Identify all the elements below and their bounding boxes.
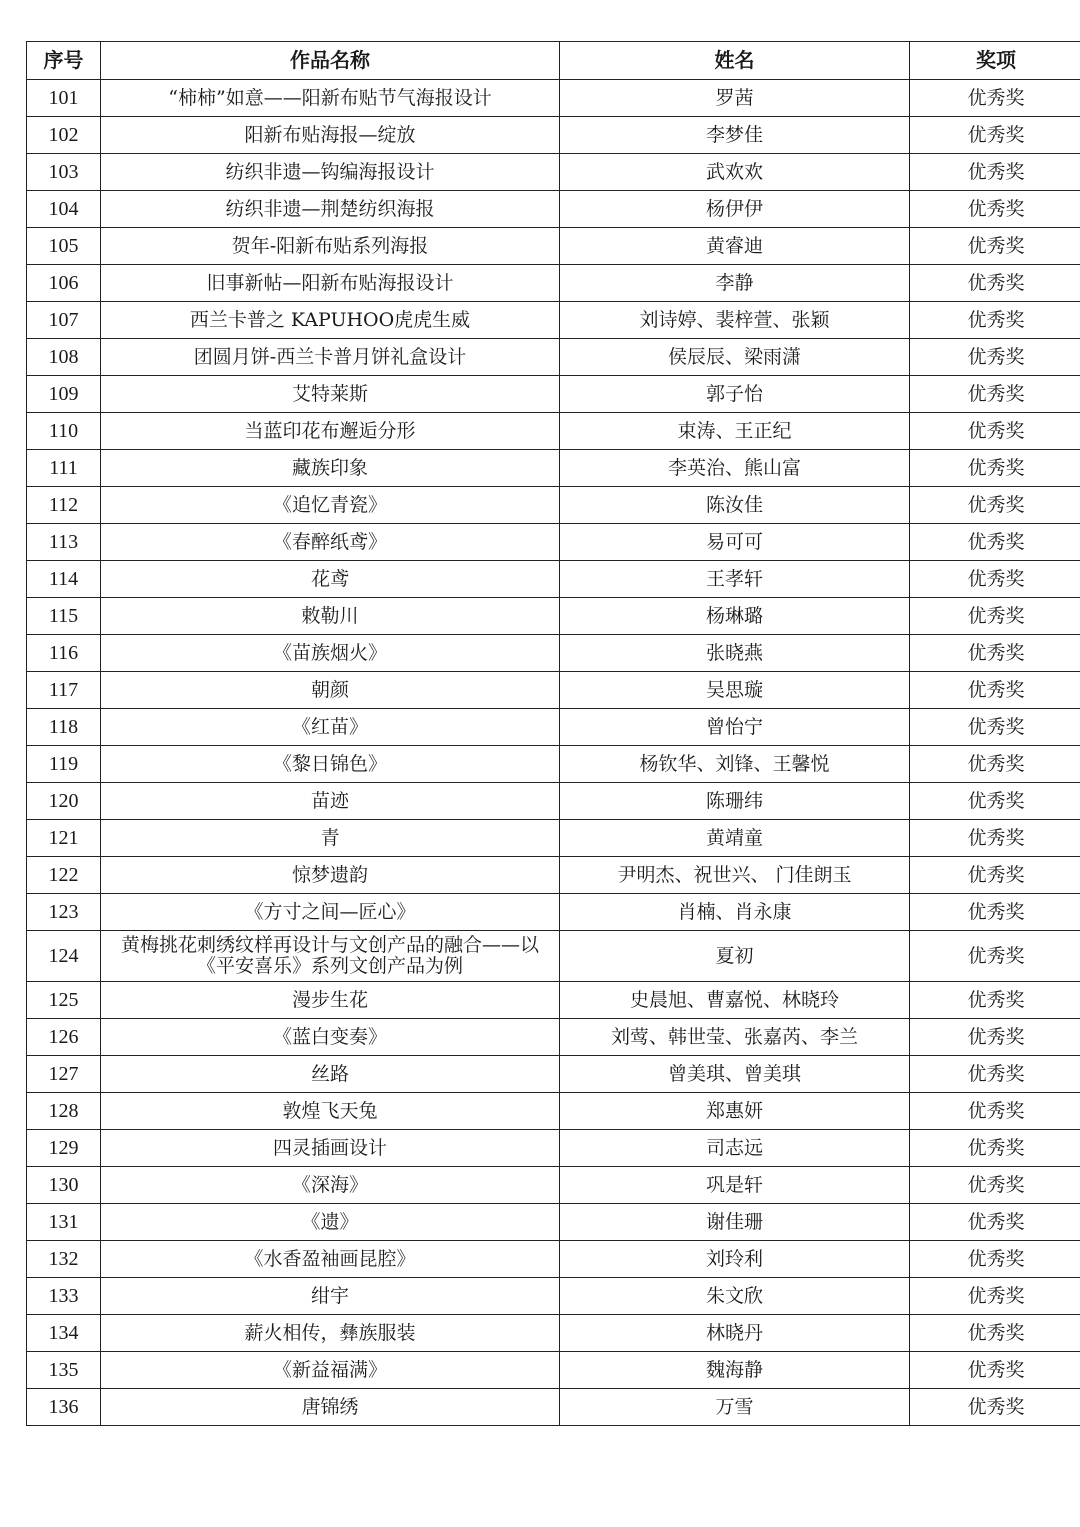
cell-serial-number: 124 <box>27 931 101 982</box>
table-row <box>27 1278 1080 1315</box>
cell-serial-number: 113 <box>27 524 101 561</box>
header-work-title: 作品名称 <box>101 42 560 80</box>
cell-author-name: 李梦佳 <box>560 117 910 154</box>
cell-serial-number: 127 <box>27 1056 101 1093</box>
cell-author-name: 司志远 <box>560 1130 910 1167</box>
cell-author-name: 黄靖童 <box>560 820 910 857</box>
table-row <box>27 1204 1080 1241</box>
table-row <box>27 117 1080 154</box>
cell-serial-number: 132 <box>27 1241 101 1278</box>
table-row <box>27 1167 1080 1204</box>
cell-work-title: 《红苗》 <box>101 709 560 746</box>
cell-serial-number: 118 <box>27 709 101 746</box>
table-row <box>27 857 1080 894</box>
cell-author-name: 杨伊伊 <box>560 191 910 228</box>
cell-author-name: 万雪 <box>560 1389 910 1426</box>
cell-serial-number: 109 <box>27 376 101 413</box>
cell-work-title: 《春醉纸鸢》 <box>101 524 560 561</box>
award-list-table <box>26 41 1080 1426</box>
cell-work-title: 《新益福满》 <box>101 1352 560 1389</box>
cell-author-name: 刘玲利 <box>560 1241 910 1278</box>
cell-serial-number: 123 <box>27 894 101 931</box>
cell-serial-number: 117 <box>27 672 101 709</box>
table-row <box>27 1352 1080 1389</box>
cell-award: 优秀奖 <box>910 154 1080 191</box>
cell-author-name: 郑惠妍 <box>560 1093 910 1130</box>
cell-serial-number: 104 <box>27 191 101 228</box>
table-row <box>27 561 1080 598</box>
table-row <box>27 598 1080 635</box>
cell-author-name: 杨钦华、刘锋、王馨悦 <box>560 746 910 783</box>
cell-serial-number: 128 <box>27 1093 101 1130</box>
cell-serial-number: 103 <box>27 154 101 191</box>
cell-serial-number: 102 <box>27 117 101 154</box>
cell-author-name: 魏海静 <box>560 1352 910 1389</box>
cell-author-name: 刘诗婷、裴梓萱、张颖 <box>560 302 910 339</box>
cell-award: 优秀奖 <box>910 339 1080 376</box>
cell-author-name: 史晨旭、曹嘉悦、林晓玲 <box>560 982 910 1019</box>
cell-serial-number: 101 <box>27 80 101 117</box>
table-row <box>27 894 1080 931</box>
table-row <box>27 1241 1080 1278</box>
cell-award: 优秀奖 <box>910 598 1080 635</box>
cell-work-title: 旧事新帖—阳新布贴海报设计 <box>101 265 560 302</box>
cell-author-name: 郭子怡 <box>560 376 910 413</box>
table-row <box>27 487 1080 524</box>
cell-serial-number: 111 <box>27 450 101 487</box>
cell-serial-number: 108 <box>27 339 101 376</box>
cell-work-title: 苗迹 <box>101 783 560 820</box>
cell-work-title: 团圆月饼-西兰卡普月饼礼盒设计 <box>101 339 560 376</box>
cell-work-title: 阳新布贴海报—绽放 <box>101 117 560 154</box>
cell-author-name: 罗茜 <box>560 80 910 117</box>
cell-award: 优秀奖 <box>910 413 1080 450</box>
cell-work-title: 纺织非遗—钩编海报设计 <box>101 154 560 191</box>
cell-serial-number: 120 <box>27 783 101 820</box>
table-row <box>27 1130 1080 1167</box>
cell-author-name: 刘莺、韩世莹、张嘉芮、李兰 <box>560 1019 910 1056</box>
table-row <box>27 339 1080 376</box>
table-row <box>27 524 1080 561</box>
cell-serial-number: 125 <box>27 982 101 1019</box>
cell-award: 优秀奖 <box>910 894 1080 931</box>
cell-work-title: 贺年-阳新布贴系列海报 <box>101 228 560 265</box>
cell-award: 优秀奖 <box>910 982 1080 1019</box>
table-row <box>27 635 1080 672</box>
cell-award: 优秀奖 <box>910 709 1080 746</box>
cell-work-title: 唐锦绣 <box>101 1389 560 1426</box>
cell-author-name: 陈珊纬 <box>560 783 910 820</box>
table-row <box>27 450 1080 487</box>
header-serial-number: 序号 <box>27 42 101 80</box>
cell-serial-number: 106 <box>27 265 101 302</box>
cell-award: 优秀奖 <box>910 783 1080 820</box>
table-row <box>27 1093 1080 1130</box>
cell-award: 优秀奖 <box>910 80 1080 117</box>
cell-serial-number: 131 <box>27 1204 101 1241</box>
cell-author-name: 夏初 <box>560 931 910 982</box>
cell-work-title: 四灵插画设计 <box>101 1130 560 1167</box>
cell-work-title: 纺织非遗—荆楚纺织海报 <box>101 191 560 228</box>
cell-award: 优秀奖 <box>910 1278 1080 1315</box>
cell-work-title: 藏族印象 <box>101 450 560 487</box>
cell-award: 优秀奖 <box>910 376 1080 413</box>
cell-author-name: 张晓燕 <box>560 635 910 672</box>
table-row <box>27 820 1080 857</box>
cell-award: 优秀奖 <box>910 1130 1080 1167</box>
cell-serial-number: 129 <box>27 1130 101 1167</box>
table-row <box>27 709 1080 746</box>
table-row <box>27 191 1080 228</box>
cell-award: 优秀奖 <box>910 1093 1080 1130</box>
cell-author-name: 尹明杰、祝世兴、 门佳朗玉 <box>560 857 910 894</box>
cell-award: 优秀奖 <box>910 487 1080 524</box>
cell-work-title: 艾特莱斯 <box>101 376 560 413</box>
cell-serial-number: 114 <box>27 561 101 598</box>
cell-work-title: 《黎日锦色》 <box>101 746 560 783</box>
cell-award: 优秀奖 <box>910 1315 1080 1352</box>
cell-author-name: 巩是轩 <box>560 1167 910 1204</box>
cell-author-name: 肖楠、肖永康 <box>560 894 910 931</box>
cell-serial-number: 122 <box>27 857 101 894</box>
cell-award: 优秀奖 <box>910 746 1080 783</box>
table-row <box>27 746 1080 783</box>
cell-serial-number: 133 <box>27 1278 101 1315</box>
cell-award: 优秀奖 <box>910 1352 1080 1389</box>
cell-work-title: 《蓝白变奏》 <box>101 1019 560 1056</box>
cell-award: 优秀奖 <box>910 635 1080 672</box>
cell-serial-number: 136 <box>27 1389 101 1426</box>
cell-work-title: 《深海》 <box>101 1167 560 1204</box>
cell-author-name: 李英治、熊山富 <box>560 450 910 487</box>
cell-work-title: 《方寸之间—匠心》 <box>101 894 560 931</box>
cell-work-title: 薪火相传，彝族服装 <box>101 1315 560 1352</box>
table-row <box>27 376 1080 413</box>
cell-author-name: 曾怡宁 <box>560 709 910 746</box>
cell-award: 优秀奖 <box>910 1019 1080 1056</box>
header-award: 奖项 <box>910 42 1080 80</box>
cell-author-name: 王孝轩 <box>560 561 910 598</box>
cell-award: 优秀奖 <box>910 117 1080 154</box>
cell-serial-number: 130 <box>27 1167 101 1204</box>
cell-work-title: 朝颜 <box>101 672 560 709</box>
cell-award: 优秀奖 <box>910 450 1080 487</box>
cell-award: 优秀奖 <box>910 1241 1080 1278</box>
table-row <box>27 1389 1080 1426</box>
cell-work-title: 漫步生花 <box>101 982 560 1019</box>
cell-work-title: 《苗族烟火》 <box>101 635 560 672</box>
cell-author-name: 谢佳珊 <box>560 1204 910 1241</box>
cell-award: 优秀奖 <box>910 524 1080 561</box>
cell-work-title: 当蓝印花布邂逅分形 <box>101 413 560 450</box>
table-body <box>27 80 1080 1426</box>
cell-work-title: 青 <box>101 820 560 857</box>
table-row <box>27 154 1080 191</box>
cell-serial-number: 135 <box>27 1352 101 1389</box>
cell-serial-number: 110 <box>27 413 101 450</box>
cell-award: 优秀奖 <box>910 931 1080 982</box>
cell-work-title: 西兰卡普之 KAPUHOO虎虎生威 <box>101 302 560 339</box>
table-row <box>27 80 1080 117</box>
cell-award: 优秀奖 <box>910 820 1080 857</box>
cell-author-name: 武欢欢 <box>560 154 910 191</box>
cell-work-title: 绀宇 <box>101 1278 560 1315</box>
cell-work-title: 《遗》 <box>101 1204 560 1241</box>
table-row <box>27 783 1080 820</box>
cell-serial-number: 134 <box>27 1315 101 1352</box>
table-row <box>27 302 1080 339</box>
cell-award: 优秀奖 <box>910 672 1080 709</box>
cell-award: 优秀奖 <box>910 191 1080 228</box>
cell-serial-number: 119 <box>27 746 101 783</box>
cell-author-name: 陈汝佳 <box>560 487 910 524</box>
cell-award: 优秀奖 <box>910 857 1080 894</box>
cell-award: 优秀奖 <box>910 1056 1080 1093</box>
cell-work-title: 敦煌飞天兔 <box>101 1093 560 1130</box>
cell-work-title: 敕勒川 <box>101 598 560 635</box>
cell-award: 优秀奖 <box>910 265 1080 302</box>
table-row <box>27 1315 1080 1352</box>
cell-work-title: 黄梅挑花刺绣纹样再设计与文创产品的融合——以《平安喜乐》系列文创产品为例 <box>101 931 560 982</box>
cell-author-name: 曾美琪、曾美琪 <box>560 1056 910 1093</box>
table-row <box>27 672 1080 709</box>
cell-author-name: 杨琳璐 <box>560 598 910 635</box>
header-author-name: 姓名 <box>560 42 910 80</box>
cell-serial-number: 107 <box>27 302 101 339</box>
cell-work-title: 《追忆青瓷》 <box>101 487 560 524</box>
cell-work-title: 丝路 <box>101 1056 560 1093</box>
cell-work-title: 惊梦遗韵 <box>101 857 560 894</box>
cell-author-name: 朱文欣 <box>560 1278 910 1315</box>
cell-serial-number: 105 <box>27 228 101 265</box>
table-row <box>27 1019 1080 1056</box>
cell-author-name: 黄睿迪 <box>560 228 910 265</box>
cell-award: 优秀奖 <box>910 561 1080 598</box>
cell-award: 优秀奖 <box>910 1204 1080 1241</box>
cell-work-title: “柿柿”如意——阳新布贴节气海报设计 <box>101 80 560 117</box>
table-row <box>27 413 1080 450</box>
table-row <box>27 931 1080 982</box>
cell-award: 优秀奖 <box>910 228 1080 265</box>
table-row <box>27 982 1080 1019</box>
cell-award: 优秀奖 <box>910 1167 1080 1204</box>
cell-serial-number: 116 <box>27 635 101 672</box>
table-row <box>27 265 1080 302</box>
cell-work-title: 花鸢 <box>101 561 560 598</box>
cell-serial-number: 126 <box>27 1019 101 1056</box>
cell-author-name: 束涛、王正纪 <box>560 413 910 450</box>
cell-work-title: 《水香盈袖画昆腔》 <box>101 1241 560 1278</box>
cell-author-name: 吴思璇 <box>560 672 910 709</box>
table-row <box>27 1056 1080 1093</box>
cell-serial-number: 115 <box>27 598 101 635</box>
cell-author-name: 李静 <box>560 265 910 302</box>
cell-author-name: 侯辰辰、梁雨潇 <box>560 339 910 376</box>
table-header-row <box>27 42 1080 80</box>
cell-author-name: 易可可 <box>560 524 910 561</box>
cell-award: 优秀奖 <box>910 1389 1080 1426</box>
cell-serial-number: 112 <box>27 487 101 524</box>
table-row <box>27 228 1080 265</box>
cell-award: 优秀奖 <box>910 302 1080 339</box>
cell-author-name: 林晓丹 <box>560 1315 910 1352</box>
cell-serial-number: 121 <box>27 820 101 857</box>
